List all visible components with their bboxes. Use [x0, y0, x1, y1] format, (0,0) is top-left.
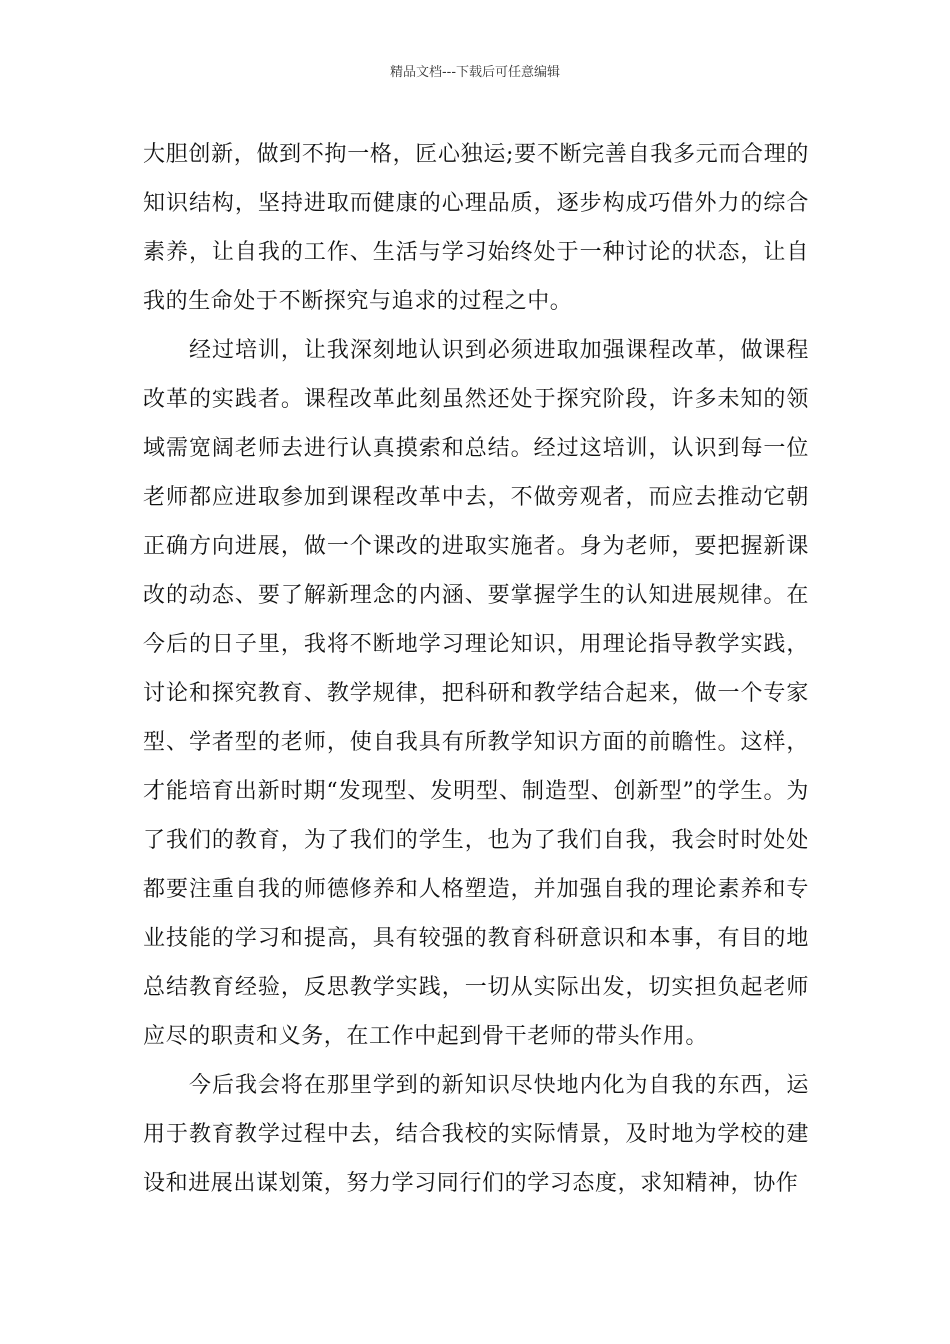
paragraph-1: 大胆创新，做到不拘一格，匠心独运;要不断完善自我多元而合理的知识结构，坚持进取而健康的心理品质，逐步构成巧借外力的综合素养，让自我的工作、生活与学习始终处于一种讨论的状态，让自我的生命处于不断探究与追求的过程之中。	[143, 142, 809, 314]
page-header: 精品文档---下载后可任意编辑	[389, 65, 561, 80]
document-body	[143, 130, 809, 1208]
paragraph-2: 经过培训，让我深刻地认识到必须进取加强课程改革，做课程改革的实践者。课程改革此刻虽然还处于探究阶段，许多未知的领域需宽阔老师去进行认真摸索和总结。经过这培训，认识到每一位老师都应进取参加到课程改革中去，不做旁观者，而应去推动它朝正确方向进展，做一个课改的进取实施者。身为老师，要把握新课改的动态、要了解新理念的内涵、要掌握学生的认知进展规律。在今后的日子里，我将不断地学习理论知识，用理论指导教学实践，讨论和探究教育、教学规律，把科研和教学结合起来，做一个专家型、学者型的老师，使自我具有所教学知识方面的前瞻性。这样，才能培育出新时期“发现型、发明型、制造型、创新型”的学生。为了我们的教育，为了我们的学生，也为了我们自我，我会时时处处都要注重自我的师德修养和人格塑造，并加强自我的理论素养和专业技能的学习和提高，具有较强的教育科研意识和本事，有目的地总结教育经验，反思教学实践，一切从实际出发，切实担负起老师应尽的职责和义务，在工作中起到骨干老师的带头作用。	[143, 338, 809, 1049]
paragraph-3: 今后我会将在那里学到的新知识尽快地内化为自我的东西，运用于教育教学过程中去，结合我校的实际情景，及时地为学校的建设和进展出谋划策，努力学习同行们的学习态度，求知精神，协作	[143, 1073, 809, 1196]
